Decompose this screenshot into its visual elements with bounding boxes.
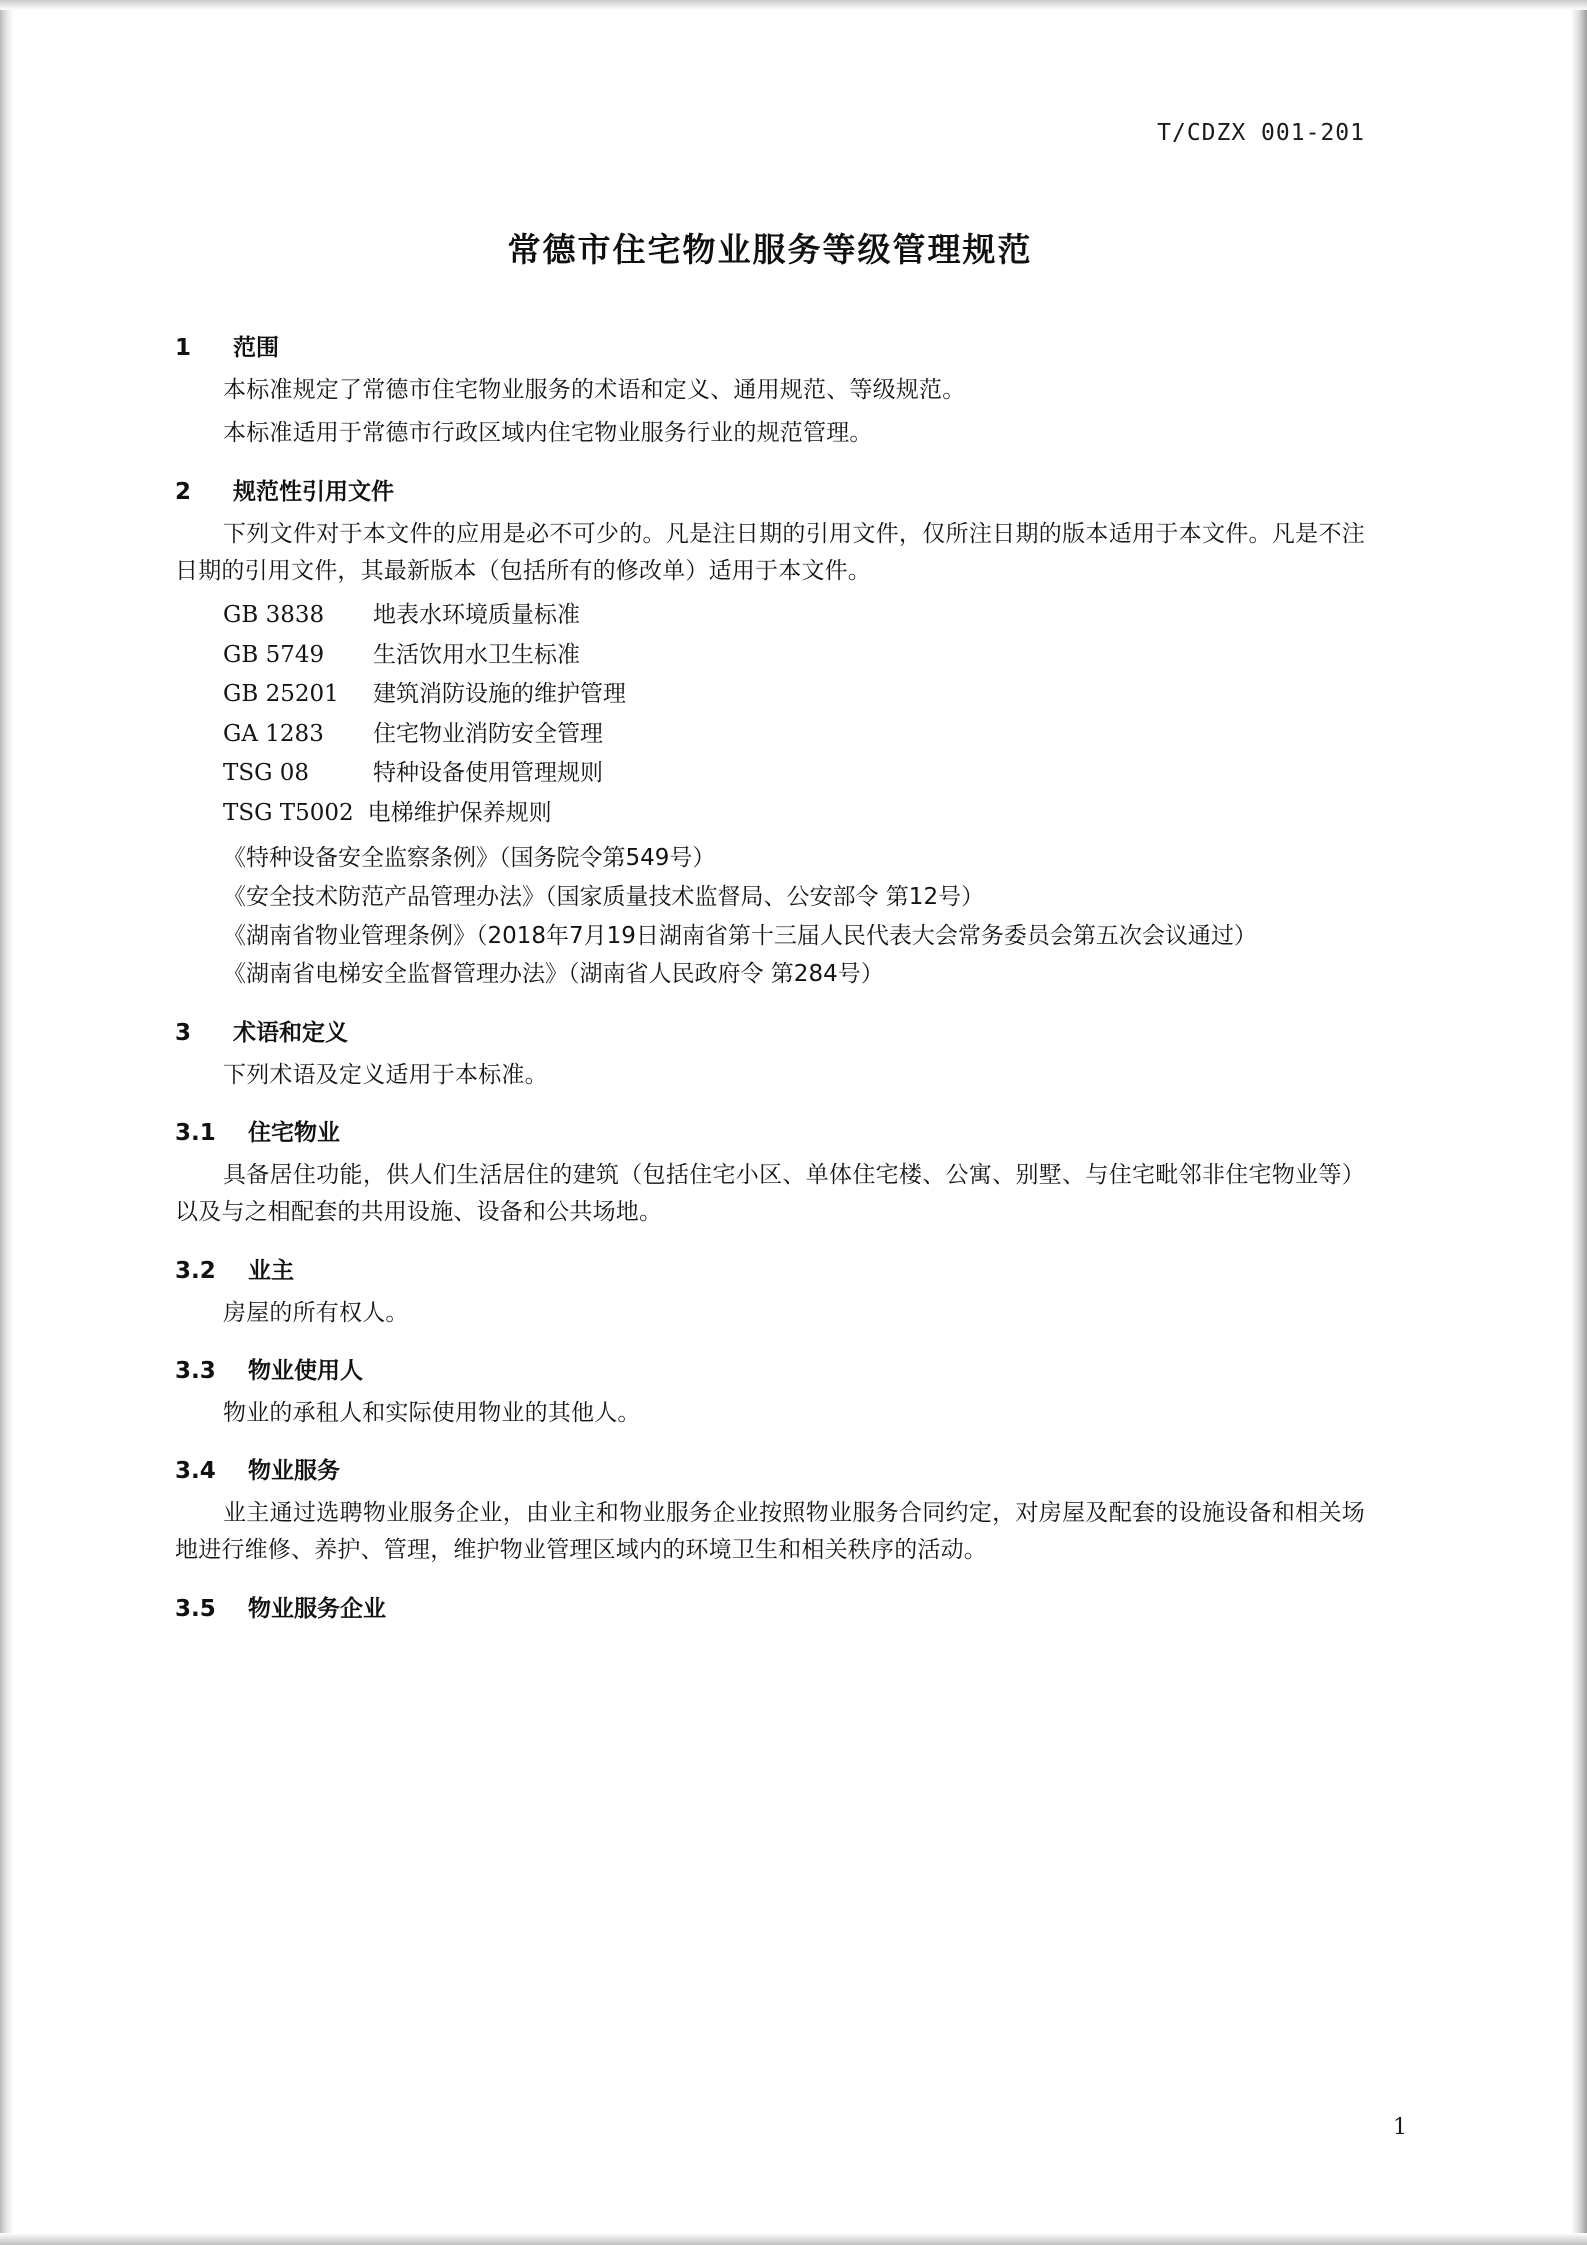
section-title-2: 规范性引用文件 — [233, 478, 394, 505]
scan-edge-top — [0, 0, 1587, 10]
section-heading-1 — [175, 329, 1365, 362]
reference-code: GB 25201 — [223, 681, 339, 708]
document-content — [175, 120, 1365, 1633]
term-title-3-5: 物业服务企业 — [248, 1595, 386, 1622]
list-item — [175, 636, 1365, 676]
page-title: 常德市住宅物业服务等级管理规范 — [507, 230, 1033, 269]
term-text-3-4: 业主通过选聘物业服务企业，由业主和物业服务企业按照物业服务合同约定，对房屋及配套的设施设备和相关场地进行维修、养护、管理，维护物业管理区域内的环境卫生和相关秩序的活动。 — [175, 1500, 1365, 1564]
reference-code: TSG 08 — [223, 760, 310, 787]
reference-code: GB 5749 — [223, 641, 325, 668]
term-number-3-2: 3.2 — [175, 1257, 216, 1284]
term-title-3-1: 住宅物业 — [248, 1120, 340, 1147]
section-1-paragraph-1: 本标准规定了常德市住宅物业服务的术语和定义、通用规范、等级规范。 — [223, 377, 966, 403]
term-number-3-5: 3.5 — [175, 1595, 216, 1622]
list-item — [175, 754, 1365, 794]
reference-code: TSG T5002 — [223, 799, 354, 826]
reference-name: 电梯维护保养规则 — [367, 799, 552, 826]
list-item — [175, 715, 1365, 755]
reference-code: GB 3838 — [223, 602, 325, 628]
term-heading-3-5 — [175, 1590, 1365, 1623]
section-number-2: 2 — [175, 478, 192, 505]
reference-name: 生活饮用水卫生标准 — [373, 641, 580, 668]
normative-reference-list — [175, 596, 1365, 833]
scan-edge-right — [1571, 0, 1587, 2245]
reference-name: 地表水环境质量标准 — [373, 602, 580, 628]
list-item: 《安全技术防范产品管理办法》（国家质量技术监督局、公安部令 第12号） — [223, 883, 985, 910]
scan-edge-bottom — [0, 2233, 1587, 2245]
term-heading-3-3 — [175, 1352, 1365, 1385]
term-heading-3-2 — [175, 1252, 1365, 1285]
section-1-paragraph-2: 本标准适用于常德市行政区域内住宅物业服务行业的规范管理。 — [223, 420, 873, 447]
list-item — [175, 794, 1365, 834]
list-item: 《特种设备安全监察条例》（国务院令第549号） — [223, 845, 716, 872]
reference-name: 住宅物业消防安全管理 — [373, 720, 603, 747]
section-3-paragraph-1: 下列术语及定义适用于本标准。 — [223, 1061, 548, 1088]
term-heading-3-1 — [175, 1114, 1365, 1147]
term-number-3-1: 3.1 — [175, 1120, 216, 1147]
section-number-1: 1 — [175, 335, 192, 361]
reference-name: 特种设备使用管理规则 — [373, 760, 603, 787]
term-number-3-3: 3.3 — [175, 1357, 216, 1384]
standard-code: T/CDZX 001-201 — [1157, 120, 1365, 146]
section-title-1: 范围 — [233, 335, 279, 361]
term-title-3-4: 物业服务 — [248, 1458, 340, 1485]
term-text-3-1: 具备居住功能，供人们生活居住的建筑（包括住宅小区、单体住宅楼、公寓、别墅、与住宅毗邻非住宅物业等）以及与之相配套的共用设施、设备和公共场地。 — [175, 1162, 1365, 1226]
section-title-3: 术语和定义 — [233, 1019, 348, 1046]
list-item — [175, 596, 1365, 636]
term-text-3-2: 房屋的所有权人。 — [223, 1299, 409, 1326]
section-2-paragraph-1: 下列文件对于本文件的应用是必不可少的。凡是注日期的引用文件，仅所注日期的版本适用于本文件。凡是不注日期的引用文件，其最新版本（包括所有的修改单）适用于本文件。 — [175, 520, 1365, 584]
term-text-3-3: 物业的承租人和实际使用物业的其他人。 — [223, 1399, 641, 1426]
term-title-3-3: 物业使用人 — [248, 1357, 363, 1384]
page-number: 1 — [1393, 2115, 1407, 2140]
section-number-3: 3 — [175, 1019, 192, 1046]
section-heading-2 — [175, 473, 1365, 506]
term-title-3-2: 业主 — [248, 1257, 294, 1284]
scan-edge-left — [0, 0, 14, 2245]
regulation-list — [175, 839, 1365, 994]
reference-name: 建筑消防设施的维护管理 — [373, 681, 626, 708]
list-item: 《湖南省物业管理条例》（2018年7月19日湖南省第十三届人民代表大会常务委员会第五次会议通过） — [223, 922, 1257, 949]
section-heading-3 — [175, 1014, 1365, 1047]
list-item — [175, 675, 1365, 715]
term-heading-3-4 — [175, 1452, 1365, 1485]
term-number-3-4: 3.4 — [175, 1458, 216, 1485]
reference-code: GA 1283 — [223, 720, 324, 747]
list-item: 《湖南省电梯安全监督管理办法》（湖南省人民政府令 第284号） — [223, 961, 884, 988]
